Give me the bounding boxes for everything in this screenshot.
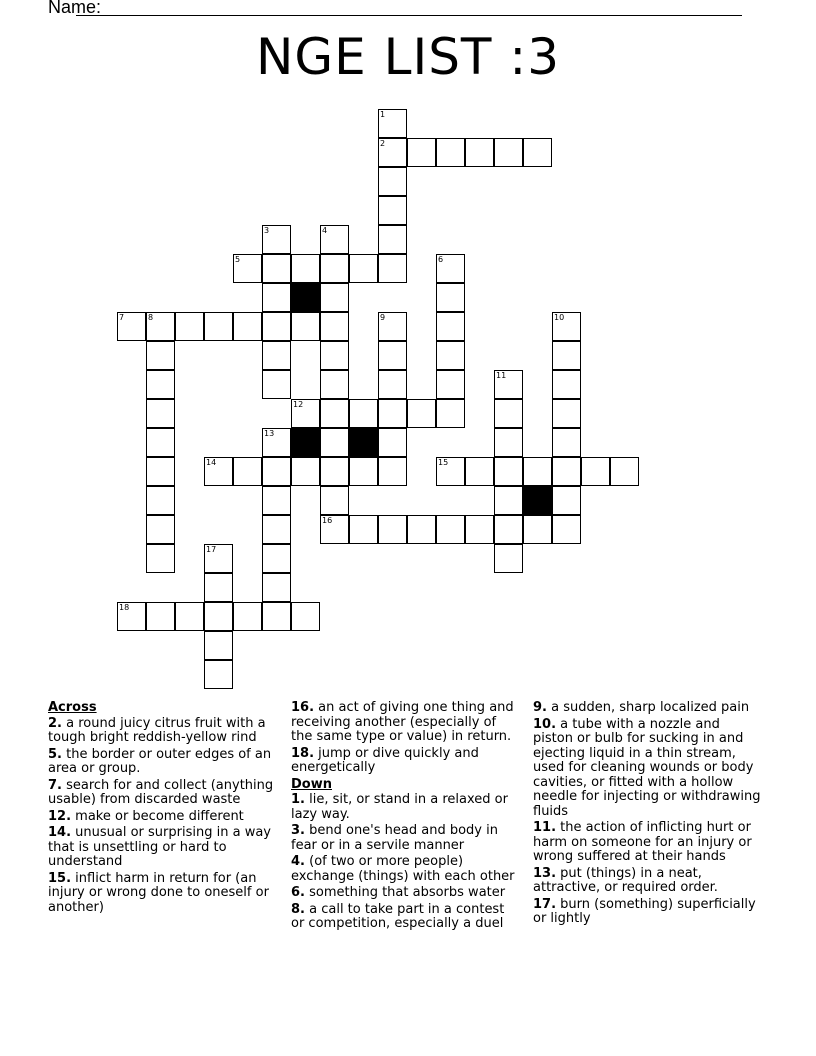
grid-cell[interactable] (436, 138, 465, 167)
clue-number-label: 11 (496, 371, 507, 380)
grid-cell[interactable] (262, 312, 291, 341)
grid-cell[interactable] (320, 370, 349, 399)
clue-number-label: 3 (264, 226, 270, 235)
grid-cell[interactable] (146, 544, 175, 573)
grid-cell[interactable] (378, 138, 407, 167)
grid-cell[interactable] (146, 602, 175, 631)
grid-cell[interactable] (204, 312, 233, 341)
grid-cell[interactable] (407, 515, 436, 544)
grid-cell[interactable] (378, 312, 407, 341)
grid-cell[interactable] (175, 602, 204, 631)
grid-cell[interactable] (494, 486, 523, 515)
grid-cell[interactable] (262, 573, 291, 602)
clue-number: 10. (533, 716, 557, 732)
clue-text: a round juicy citrus fruit with a tough bright reddish-yellow rind (48, 715, 266, 745)
grid-cell[interactable] (378, 399, 407, 428)
grid-cell[interactable] (291, 457, 320, 486)
grid-cell-black (291, 428, 320, 457)
clue-number-label: 1 (380, 110, 386, 119)
grid-cell[interactable] (233, 312, 262, 341)
grid-cell[interactable] (320, 254, 349, 283)
grid-cell[interactable] (465, 457, 494, 486)
grid-cell[interactable] (175, 312, 204, 341)
grid-cell[interactable] (523, 515, 552, 544)
grid-cell[interactable] (146, 399, 175, 428)
grid-cell[interactable] (349, 515, 378, 544)
across-header: Across (48, 700, 97, 715)
grid-cell[interactable] (552, 428, 581, 457)
grid-cell[interactable] (552, 312, 581, 341)
grid-cell[interactable] (436, 312, 465, 341)
grid-cell[interactable] (262, 544, 291, 573)
clue-number-label: 12 (293, 400, 304, 409)
clue-text: make or become different (71, 808, 244, 824)
clue-number: 5. (48, 746, 62, 762)
grid-cell[interactable] (117, 312, 146, 341)
clue-text: jump or dive quickly and energetically (291, 745, 479, 775)
clue-item (291, 747, 519, 776)
clue-text: the action of inflicting hurt or harm on someone for an injury or wrong suffered at their hands (533, 820, 752, 864)
grid-cell[interactable] (494, 138, 523, 167)
clue-text: (of two or more people) exchange (things) with each other (291, 854, 515, 884)
clue-item (48, 810, 276, 825)
grid-cell[interactable] (146, 370, 175, 399)
grid-cell[interactable] (436, 370, 465, 399)
grid-cell[interactable] (436, 399, 465, 428)
grid-cell[interactable] (146, 312, 175, 341)
grid-cell[interactable] (552, 515, 581, 544)
grid-cell[interactable] (378, 515, 407, 544)
grid-cell[interactable] (494, 399, 523, 428)
clue-number-label: 2 (380, 139, 386, 148)
grid-cell[interactable] (262, 486, 291, 515)
grid-cell[interactable] (378, 254, 407, 283)
clue-item (48, 748, 276, 777)
clue-number: 13. (533, 865, 557, 881)
grid-cell[interactable] (291, 399, 320, 428)
grid-cell[interactable] (349, 254, 378, 283)
grid-cell[interactable] (494, 370, 523, 399)
name-label: Name: (48, 0, 102, 17)
grid-cell[interactable] (204, 602, 233, 631)
clue-item (291, 886, 519, 901)
grid-cell-black (523, 486, 552, 515)
clue-item (48, 872, 276, 916)
grid-cell[interactable] (117, 602, 146, 631)
grid-cell[interactable] (407, 138, 436, 167)
grid-cell[interactable] (378, 457, 407, 486)
grid-cell[interactable] (204, 660, 233, 689)
clue-number-label: 15 (438, 458, 449, 467)
grid-cell[interactable] (494, 457, 523, 486)
grid-cell[interactable] (262, 225, 291, 254)
clue-item (291, 855, 519, 884)
clue-text: a tube with a nozzle and piston or bulb for sucking in and ejecting liquid in a thin stream, used for cleaning wounds or body cavities, or fitted with a hollow needle for injecting or withdrawing fluids (533, 716, 761, 819)
clue-number-label: 4 (322, 226, 328, 235)
grid-cell[interactable] (320, 312, 349, 341)
grid-cell[interactable] (378, 167, 407, 196)
grid-cell[interactable] (320, 399, 349, 428)
clue-number-label: 6 (438, 255, 444, 264)
grid-cell[interactable] (146, 515, 175, 544)
grid-cell[interactable] (349, 457, 378, 486)
grid-cell[interactable] (378, 341, 407, 370)
grid-cell[interactable] (349, 399, 378, 428)
grid-cell[interactable] (494, 544, 523, 573)
clue-item (48, 826, 276, 870)
clue-number: 15. (48, 870, 72, 886)
clue-text: inflict harm in return for (an injury or wrong done to oneself or another) (48, 870, 269, 915)
grid-cell[interactable] (552, 341, 581, 370)
grid-cell[interactable] (610, 457, 639, 486)
grid-cell[interactable] (552, 399, 581, 428)
clue-item (533, 718, 763, 820)
clue-text: a call to take part in a contest or competition, especially a duel (291, 901, 505, 931)
clue-item (533, 701, 763, 716)
grid-cell-black (349, 428, 378, 457)
clue-item (533, 898, 763, 927)
grid-cell[interactable] (204, 457, 233, 486)
clues-column-2 (291, 701, 519, 934)
grid-cell[interactable] (378, 109, 407, 138)
clue-number: 1. (291, 792, 305, 807)
grid-cell[interactable] (581, 457, 610, 486)
clue-text: lie, sit, or stand in a relaxed or lazy way. (291, 792, 508, 822)
clue-number-label: 17 (206, 545, 217, 554)
clue-number-label: 9 (380, 313, 386, 322)
grid-cell[interactable] (262, 341, 291, 370)
grid-cell[interactable] (552, 370, 581, 399)
clue-text: bend one's head and body in fear or in a servile manner (291, 823, 498, 853)
grid-cell[interactable] (291, 254, 320, 283)
grid-cell[interactable] (233, 254, 262, 283)
grid-cell[interactable] (204, 631, 233, 660)
grid-cell[interactable] (320, 225, 349, 254)
grid-cell[interactable] (262, 428, 291, 457)
clue-item (48, 779, 276, 808)
clue-number: 12. (48, 808, 72, 824)
clue-item (291, 824, 519, 853)
grid-cell[interactable] (262, 370, 291, 399)
grid-cell[interactable] (320, 515, 349, 544)
grid-cell[interactable] (146, 457, 175, 486)
grid-cell[interactable] (436, 457, 465, 486)
clue-number: 7. (48, 777, 62, 793)
grid-cell[interactable] (320, 428, 349, 457)
clue-number: 2. (48, 715, 62, 731)
clue-text: unusual or surprising in a way that is unsettling or hard to understand (48, 825, 271, 869)
grid-cell[interactable] (320, 486, 349, 515)
clue-number: 11. (533, 820, 557, 835)
grid-cell[interactable] (262, 283, 291, 312)
clue-number-label: 5 (235, 255, 241, 264)
grid-cell-black (291, 283, 320, 312)
grid-cell[interactable] (378, 196, 407, 225)
clue-number: 8. (291, 901, 305, 917)
down-header: Down (291, 776, 332, 792)
grid-cell[interactable] (262, 457, 291, 486)
clue-text: burn (something) superficially or lightly (533, 896, 756, 926)
clue-number-label: 14 (206, 458, 217, 467)
clue-number-label: 13 (264, 429, 275, 438)
grid-cell[interactable] (262, 254, 291, 283)
clue-number: 17. (533, 896, 557, 912)
grid-cell[interactable] (320, 341, 349, 370)
grid-cell[interactable] (233, 457, 262, 486)
grid-cell[interactable] (291, 312, 320, 341)
grid-cell[interactable] (465, 138, 494, 167)
clues-column-1 (48, 701, 276, 917)
clue-item (291, 903, 519, 932)
clue-number: 4. (291, 854, 305, 869)
clue-text: the border or outer edges of an area or group. (48, 746, 272, 776)
grid-cell[interactable] (494, 428, 523, 457)
grid-cell[interactable] (146, 341, 175, 370)
grid-cell[interactable] (262, 515, 291, 544)
clue-text: a sudden, sharp localized pain (546, 700, 750, 715)
clue-number-label: 7 (119, 313, 125, 322)
clue-item (533, 867, 763, 896)
clue-number: 18. (291, 745, 315, 761)
clue-text: put (things) in a neat, attractive, or required order. (533, 865, 718, 895)
clue-item (48, 717, 276, 746)
clue-number-label: 16 (322, 516, 333, 525)
clue-number: 16. (291, 700, 315, 715)
grid-cell[interactable] (552, 457, 581, 486)
grid-cell[interactable] (552, 486, 581, 515)
clue-number: 3. (291, 823, 305, 838)
grid-cell[interactable] (291, 602, 320, 631)
grid-cell[interactable] (378, 428, 407, 457)
grid-cell[interactable] (465, 515, 494, 544)
grid-cell[interactable] (146, 428, 175, 457)
clue-number: 9. (533, 700, 547, 715)
grid-cell[interactable] (204, 544, 233, 573)
grid-cell[interactable] (436, 515, 465, 544)
grid-cell[interactable] (523, 457, 552, 486)
grid-cell[interactable] (436, 283, 465, 312)
clue-number: 6. (291, 885, 305, 900)
grid-cell[interactable] (436, 254, 465, 283)
grid-cell[interactable] (407, 399, 436, 428)
grid-cell[interactable] (146, 486, 175, 515)
grid-cell[interactable] (436, 341, 465, 370)
grid-cell[interactable] (494, 515, 523, 544)
clue-item (533, 821, 763, 865)
grid-cell[interactable] (262, 602, 291, 631)
clue-number: 14. (48, 825, 72, 840)
grid-cell[interactable] (320, 283, 349, 312)
grid-cell[interactable] (378, 225, 407, 254)
clue-number-label: 10 (554, 313, 565, 322)
clues-column-3 (533, 701, 763, 929)
grid-cell[interactable] (320, 457, 349, 486)
clue-text: search for and collect (anything usable) from discarded waste (48, 777, 274, 807)
page-title: NGE LIST :3 (255, 28, 561, 86)
grid-cell[interactable] (378, 370, 407, 399)
grid-cell[interactable] (233, 602, 262, 631)
clue-item (291, 701, 519, 745)
clue-text: something that absorbs water (304, 885, 506, 900)
clue-text: an act of giving one thing and receiving another (especially of the same type or value) in return. (291, 700, 514, 744)
grid-cell[interactable] (523, 138, 552, 167)
clue-item (291, 793, 519, 822)
clue-number-label: 8 (148, 313, 154, 322)
clue-number-label: 18 (119, 603, 130, 612)
grid-cell[interactable] (204, 573, 233, 602)
